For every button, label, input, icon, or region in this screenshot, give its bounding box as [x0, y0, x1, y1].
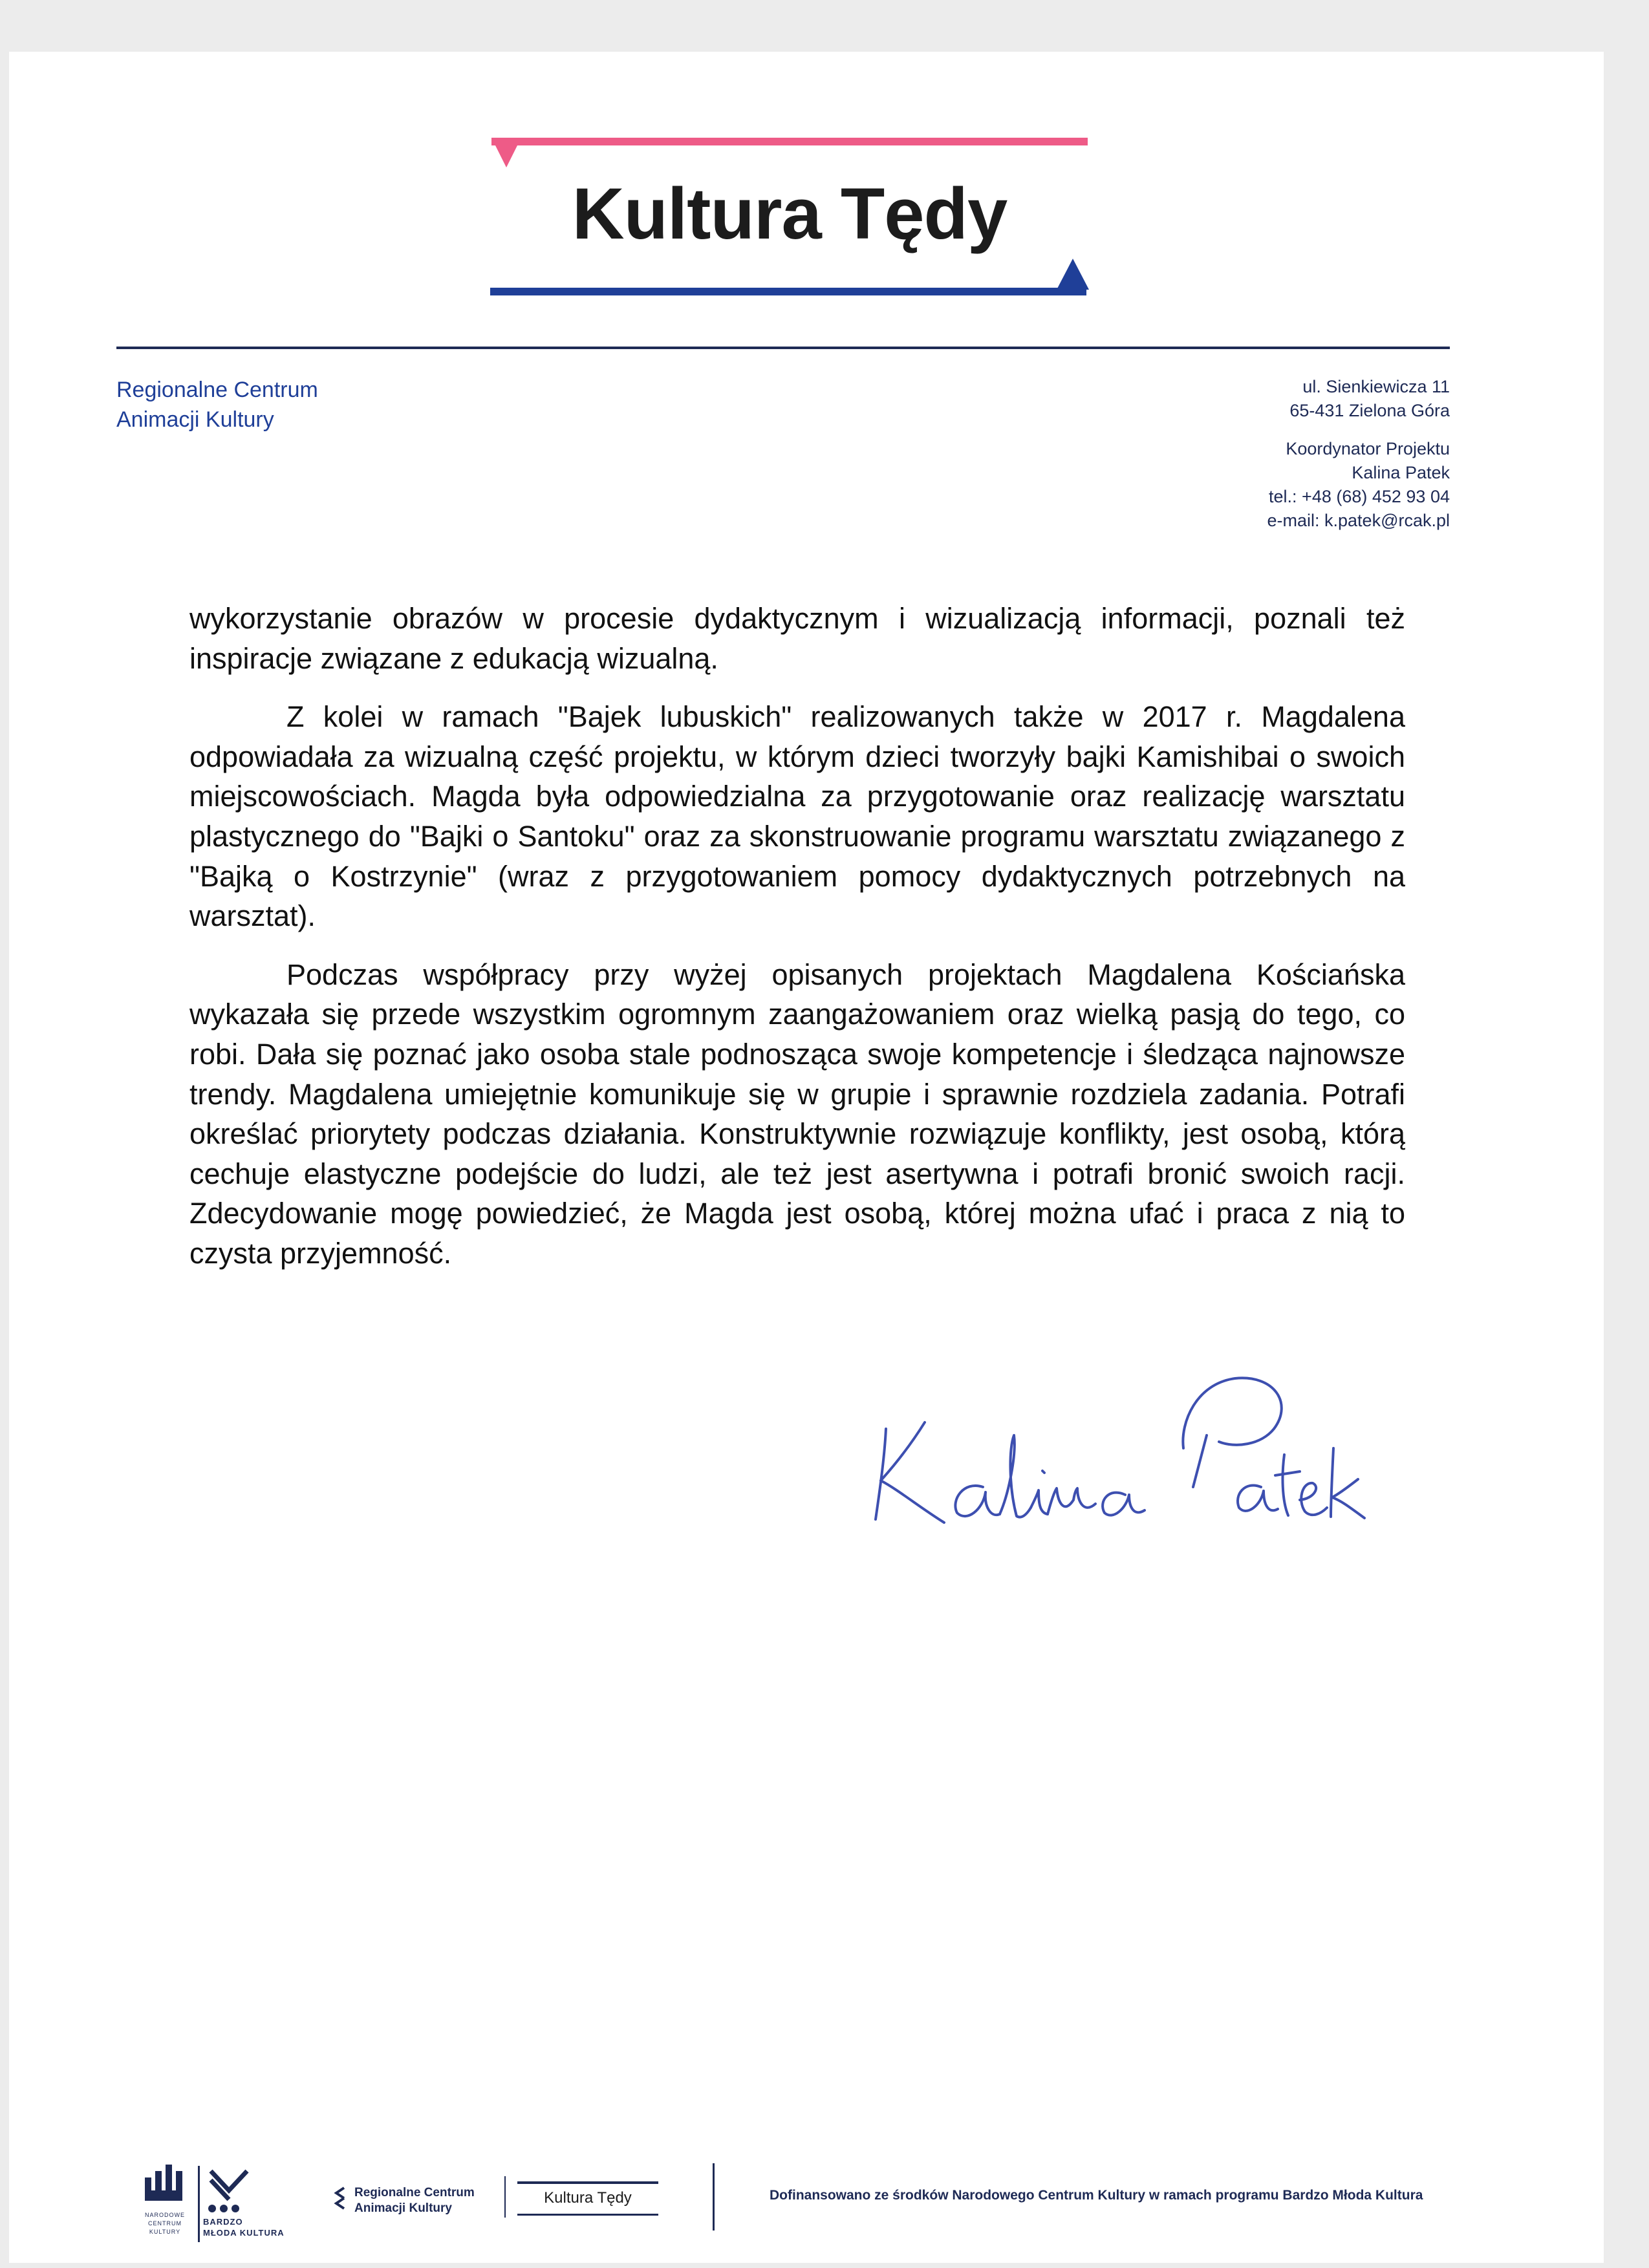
organization-line: Regionalne Centrum	[116, 378, 318, 402]
logo-blue-triangle	[1057, 259, 1089, 290]
paragraph: Z kolei w ramach "Bajek lubuskich" realizowanych także w 2017 r. Magdalena odpowiadała za wizualną część projektu, w którym dzieci tworzyły bajki Kamishibai o swoich miejscowościach. Magda była odpowiedzialna za przygotowanie oraz realizację warsztatu plastycznego do "Bajki o Santoku" oraz za skonstruowanie programu warsztatu związanego z "Bajką o Kostrzynie" (wraz z przygotowaniem pomocy dydaktycznych potrzebnych na warsztat).	[189, 700, 1405, 933]
coordinator-role: Koordynator Projektu	[1286, 439, 1450, 458]
letter-body	[189, 599, 1405, 1292]
organization-line: Animacji Kultury	[116, 407, 274, 432]
rcak-line: Animacji Kultury	[354, 2201, 452, 2215]
nck-logo-label: NARODOWE CENTRUM KULTURY	[145, 2212, 185, 2235]
address-city: 65-431 Zielona Góra	[1289, 401, 1450, 420]
bmk-logo-label	[203, 2216, 319, 2238]
organization-name	[116, 375, 318, 434]
phone: tel.: +48 (68) 452 93 04	[1269, 487, 1450, 506]
header-divider	[116, 347, 1450, 349]
kt-mini-logo-bar	[517, 2214, 658, 2216]
logo-pink-bar	[491, 138, 1088, 145]
rcak-logo-label	[354, 2185, 475, 2216]
logo-blue-bar	[490, 288, 1086, 295]
footer-divider	[198, 2166, 200, 2242]
bmk-line: BARDZO	[203, 2217, 243, 2227]
kt-mini-logo-bar	[517, 2181, 658, 2184]
paragraph: wykorzystanie obrazów w procesie dydaktycznym i wizualizacją informacji, poznali też inspiracje związane z edukacją wizualną.	[189, 602, 1405, 675]
address-street: ul. Sienkiewicza 11	[1302, 377, 1450, 396]
email: e-mail: k.patek@rcak.pl	[1267, 511, 1450, 530]
letter-page	[9, 52, 1604, 2263]
contact-block	[1267, 375, 1450, 533]
signature	[847, 1325, 1377, 1539]
paragraph: Podczas współpracy przy wyżej opisanych projektach Magdalena Kościańska wykazała się przede wszystkim ogromnym zaangażowaniem oraz wielką pasją do tego, co robi. Dała się poznać jako osoba stale podnosząca swoje kompetencje i śledząca najnowsze trendy. Magdalena umiejętnie komunikuje się w grupie i sprawnie rozdziela zadania. Potrafi określać priorytety podczas działania. Konstruktywnie rozwiązuje konflikty, jest osobą, którą cechuje elastyczne podejście do ludzi, ale też jest asertywna i potrafi bronić swoich racji. Zdecydowanie mogę powiedzieć, że Magda jest osobą, której można ufać i praca z nią to czysta przyjemność.	[189, 957, 1405, 1270]
bmk-logo-icon	[203, 2165, 255, 2216]
footer-divider	[504, 2176, 506, 2218]
funding-note: Dofinansowano ze środków Narodowego Centrum Kultury w ramach programu Bardzo Młoda Kultura	[770, 2188, 1423, 2203]
kt-mini-logo-label: Kultura Tędy	[544, 2189, 632, 2207]
rcak-line: Regionalne Centrum	[354, 2186, 475, 2199]
rcak-logo-icon	[331, 2185, 348, 2211]
coordinator-name: Kalina Patek	[1352, 463, 1450, 482]
footer-divider	[713, 2163, 715, 2231]
logo-title: Kultura Tędy	[572, 173, 1008, 254]
bmk-line: MŁODA KULTURA	[203, 2228, 285, 2238]
logo-pink-triangle	[491, 138, 521, 167]
